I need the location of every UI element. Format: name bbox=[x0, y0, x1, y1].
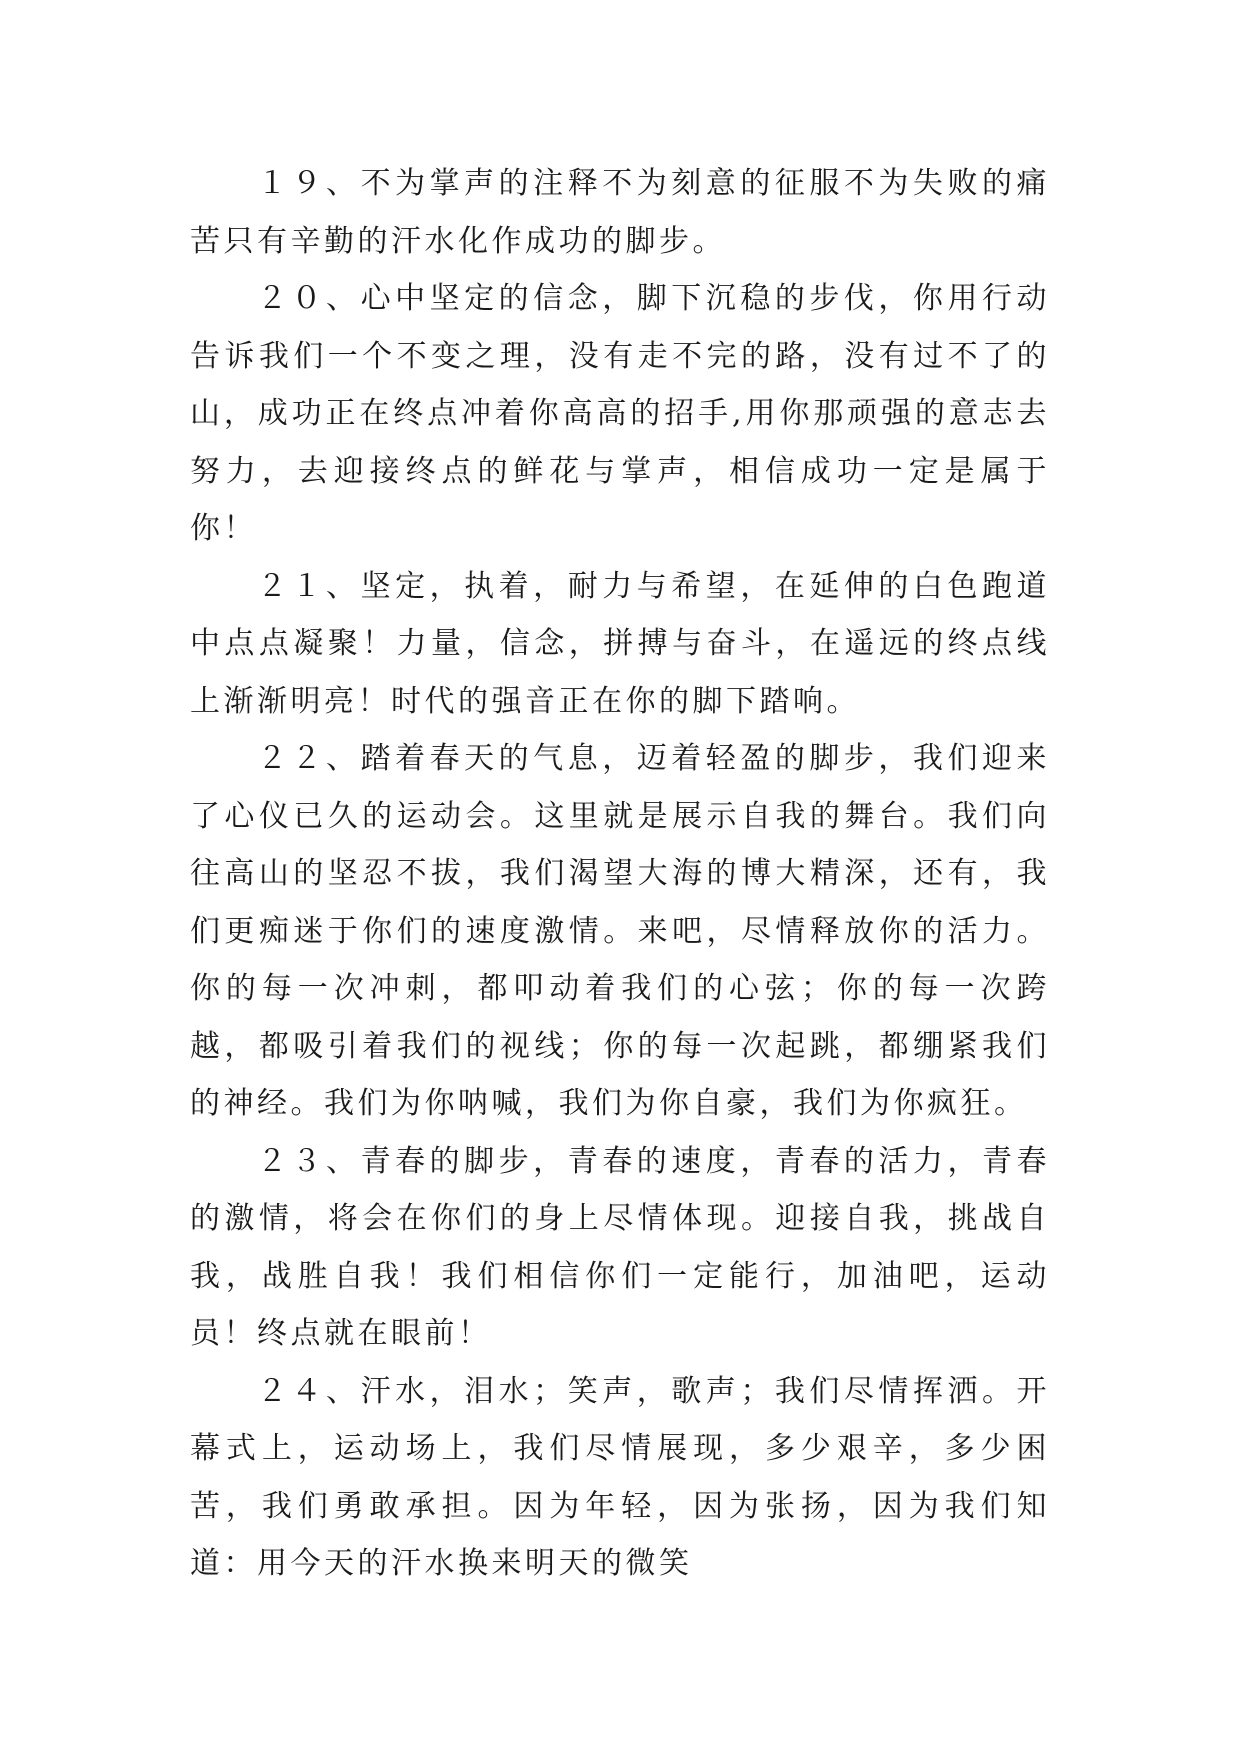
paragraph-22: ２２、踏着春天的气息，迈着轻盈的脚步，我们迎来了心仪已久的运动会。这里就是展示自我的舞台。我们向往高山的坚忍不拔，我们渴望大海的博大精深，还有，我们更痴迷于你们的速度激情。来吧，尽情释放你的活力。你的每一次冲刺，都叩动着我们的心弦；你的每一次跨越，都吸引着我们的视线；你的每一次起跳，都绷紧我们的神经。我们为你呐喊，我们为你自豪，我们为你疯狂。 bbox=[190, 741, 1050, 1121]
paragraph-24: ２４、汗水，泪水；笑声，歌声；我们尽情挥洒。开幕式上，运动场上，我们尽情展现，多少艰辛，多少困苦，我们勇敢承担。因为年轻，因为张扬，因为我们知道：用今天的汗水换来明天的微笑 bbox=[190, 1373, 1050, 1581]
paragraph-19: １９、不为掌声的注释不为刻意的征服不为失败的痛苦只有辛勤的汗水化作成功的脚步。 bbox=[190, 166, 1050, 259]
paragraph-20: ２０、心中坚定的信念，脚下沉稳的步伐，你用行动告诉我们一个不变之理，没有走不完的路，没有过不了的山，成功正在终点冲着你高高的招手,用你那顽强的意志去努力，去迎接终点的鲜花与掌声，相信成功一定是属于你！ bbox=[190, 281, 1050, 546]
paragraph-23: ２３、青春的脚步，青春的速度，青春的活力，青春的激情，将会在你们的身上尽情体现。迎接自我，挑战自我，战胜自我！我们相信你们一定能行，加油吧，运动员！终点就在眼前！ bbox=[190, 1143, 1050, 1351]
document-body bbox=[190, 155, 1050, 1593]
paragraph-21: ２１、坚定，执着，耐力与希望，在延伸的白色跑道中点点凝聚！力量，信念，拼搏与奋斗，在遥远的终点线上渐渐明亮！时代的强音正在你的脚下踏响。 bbox=[190, 568, 1050, 719]
